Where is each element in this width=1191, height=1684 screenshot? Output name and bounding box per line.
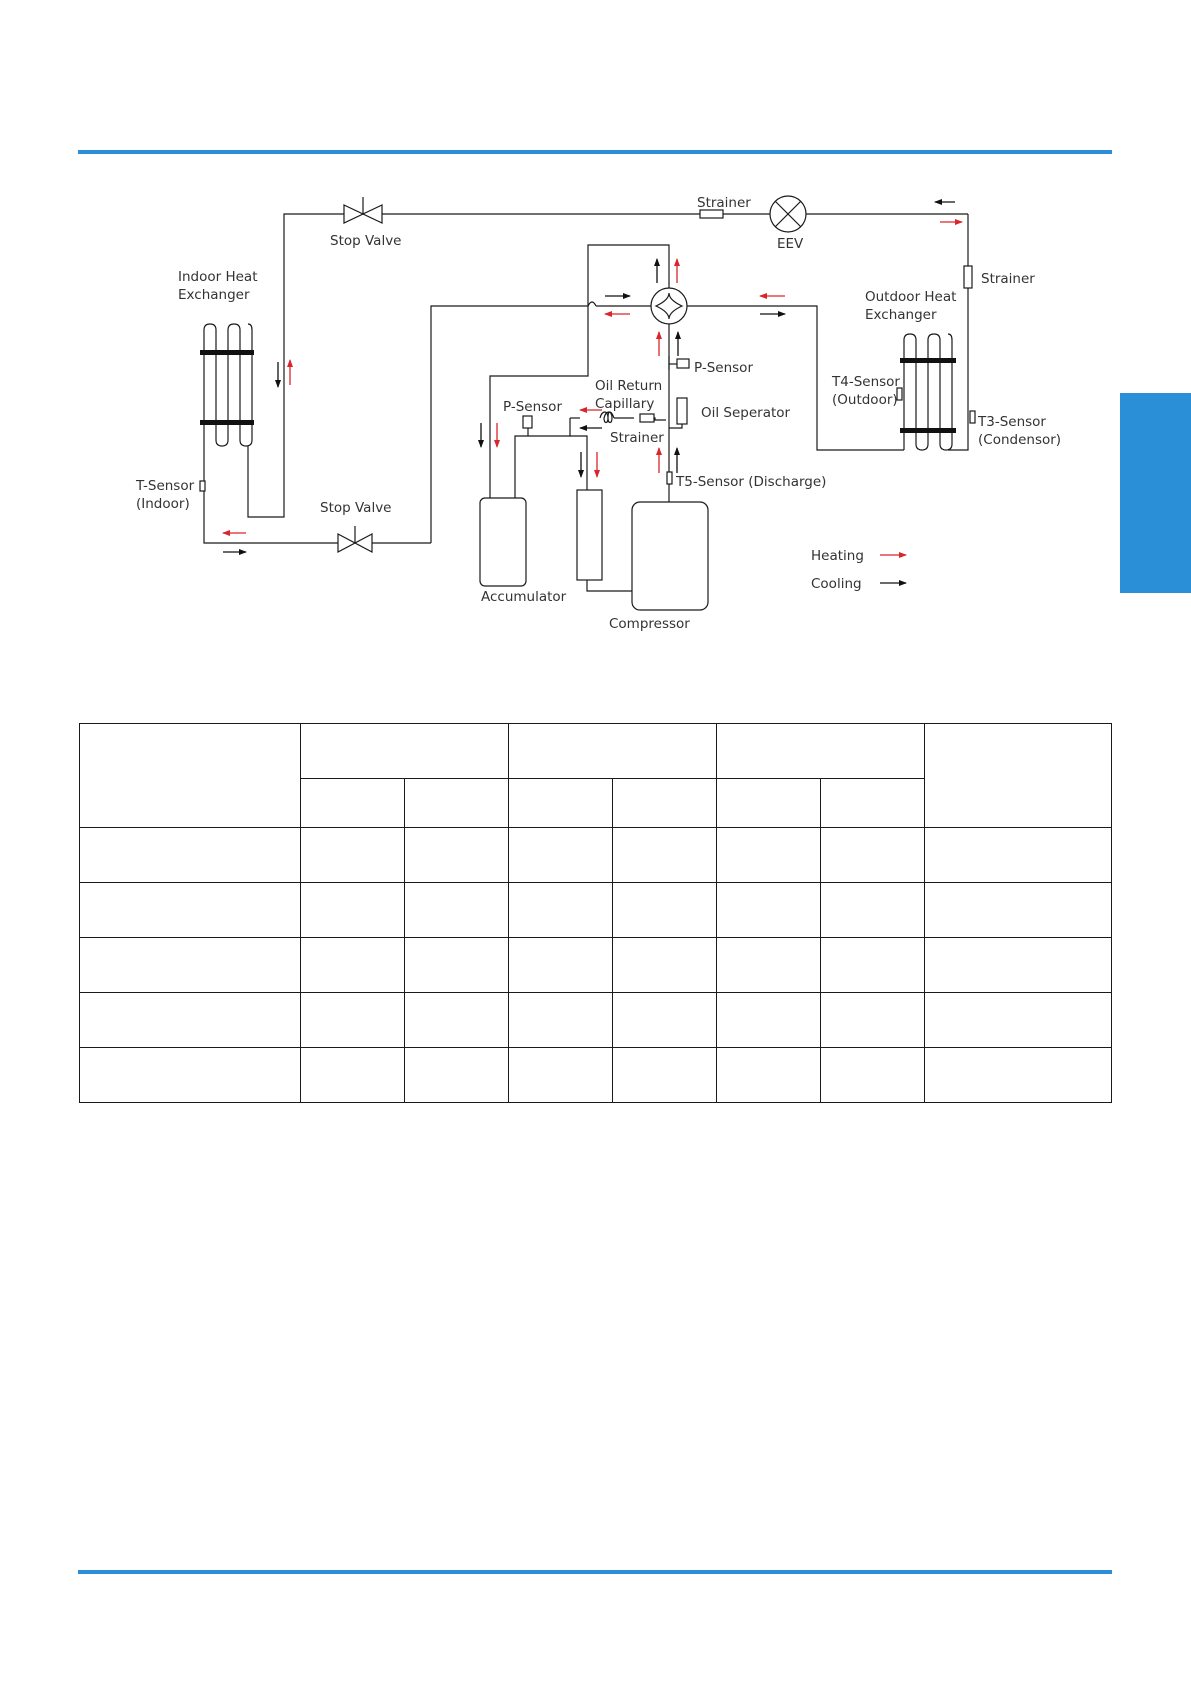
table-header-group (509, 724, 717, 779)
indoor-heat-exchanger-icon (200, 324, 254, 446)
oil-separator-icon (677, 398, 687, 424)
table-cell (405, 938, 509, 993)
legend (811, 548, 906, 592)
table-cell (821, 828, 925, 883)
label-stop-valve-top: Stop Valve (330, 233, 402, 249)
accumulator-icon (480, 498, 526, 586)
table-cell (405, 1048, 509, 1103)
refrigerant-circuit-diagram (0, 0, 1191, 700)
table-cell (613, 938, 717, 993)
strainer-right-icon (964, 266, 972, 288)
t-indoor-sensor-icon (200, 481, 205, 491)
p-sensor-left-icon (523, 416, 532, 428)
footer-rule (78, 1570, 1112, 1574)
table-cell (925, 993, 1112, 1048)
table-row (80, 1048, 1112, 1103)
four-way-valve-icon (651, 288, 687, 324)
table-cell (925, 883, 1112, 938)
table-subheader (613, 779, 717, 828)
table-cell (613, 828, 717, 883)
label-t5: T5-Sensor (Discharge) (676, 474, 827, 490)
table-cell (301, 938, 405, 993)
label-t4-1: T4-Sensor (832, 374, 900, 390)
label-outdoor-hx-1: Outdoor Heat (865, 289, 957, 305)
table-cell (80, 828, 301, 883)
table-cell (717, 883, 821, 938)
table-cell (821, 883, 925, 938)
table-subheader (717, 779, 821, 828)
table-row (80, 938, 1112, 993)
table-cell (717, 828, 821, 883)
strainer-mid-icon (640, 414, 654, 422)
table-header-cell (925, 724, 1112, 828)
strainer-top-icon (700, 210, 723, 218)
table-subheader (405, 779, 509, 828)
label-p-sensor-top: P-Sensor (694, 360, 753, 376)
table-cell (613, 883, 717, 938)
table-cell (613, 1048, 717, 1103)
table-cell (925, 938, 1112, 993)
table-cell (509, 993, 613, 1048)
table-row (80, 883, 1112, 938)
table-subheader (821, 779, 925, 828)
table-subheader (509, 779, 613, 828)
table-cell (821, 1048, 925, 1103)
table-cell (717, 938, 821, 993)
table-cell (80, 883, 301, 938)
table-cell (405, 993, 509, 1048)
label-compressor: Compressor (609, 616, 690, 632)
p-sensor-top-icon (677, 359, 689, 368)
table-cell (509, 938, 613, 993)
table-cell (509, 828, 613, 883)
compressor-icon (632, 502, 708, 610)
table-cell (717, 993, 821, 1048)
label-oil-return-2: Capillary (595, 396, 655, 412)
label-t3-2: (Condensor) (978, 432, 1062, 448)
legend-cooling-label: Cooling (811, 576, 862, 592)
table-cell (821, 938, 925, 993)
label-t3-1: T3-Sensor (978, 414, 1046, 430)
label-strainer-top: Strainer (697, 195, 751, 211)
table-cell (301, 828, 405, 883)
label-strainer-mid: Strainer (610, 430, 664, 446)
label-outdoor-hx-2: Exchanger (865, 307, 937, 323)
label-indoor-hx-2: Exchanger (178, 287, 250, 303)
table-header-cell (80, 724, 301, 828)
table-header-row (80, 724, 1112, 779)
capillary-coil-icon (600, 412, 614, 423)
spec-table (79, 723, 1112, 1103)
label-accumulator: Accumulator (481, 589, 567, 605)
table-cell (821, 993, 925, 1048)
label-stop-valve-bottom: Stop Valve (320, 500, 392, 516)
label-oil-return-1: Oil Return (595, 378, 663, 394)
eev-icon (770, 196, 806, 232)
table-cell (301, 883, 405, 938)
outdoor-heat-exchanger-icon (900, 334, 956, 450)
label-p-sensor-left: P-Sensor (503, 399, 562, 415)
table-row (80, 828, 1112, 883)
label-oil-separator: Oil Seperator (701, 405, 791, 421)
t5-sensor-icon (667, 472, 672, 484)
table-cell (717, 1048, 821, 1103)
table-cell (613, 993, 717, 1048)
receiver-tube-icon (577, 490, 602, 580)
table-cell (301, 993, 405, 1048)
table-cell (301, 1048, 405, 1103)
table-subheader (301, 779, 405, 828)
table-header-group (717, 724, 925, 779)
label-eev: EEV (777, 236, 804, 252)
table-header-group (301, 724, 509, 779)
legend-heating-label: Heating (811, 548, 864, 564)
table-row (80, 993, 1112, 1048)
label-indoor-hx-1: Indoor Heat (178, 269, 258, 285)
table-cell (405, 883, 509, 938)
label-t4-2: (Outdoor) (832, 392, 898, 408)
table-cell (925, 1048, 1112, 1103)
label-strainer-right: Strainer (981, 271, 1035, 287)
table-cell (509, 883, 613, 938)
table-cell (80, 993, 301, 1048)
table-cell (405, 828, 509, 883)
t3-sensor-icon (970, 411, 975, 423)
table-cell (925, 828, 1112, 883)
label-t-indoor-2: (Indoor) (136, 496, 190, 512)
label-t-indoor-1: T-Sensor (136, 478, 195, 494)
table-cell (80, 1048, 301, 1103)
table-cell (509, 1048, 613, 1103)
table-cell (80, 938, 301, 993)
